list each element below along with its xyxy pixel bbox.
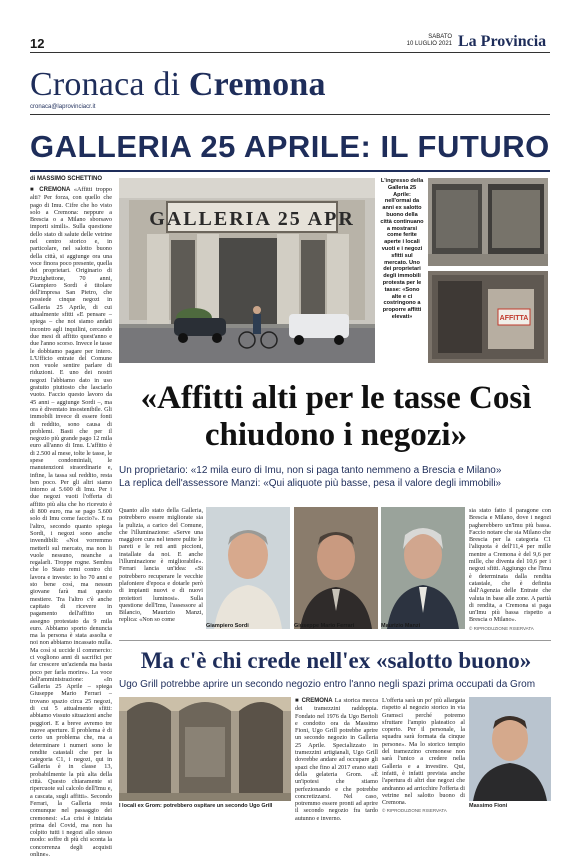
galleria-entrance-photo xyxy=(119,178,375,363)
subhead-line-1: Un proprietario: «12 mila euro di Imu, non si paga tanto nemmeno a Brescia e Milano» xyxy=(119,465,502,476)
article-body-3: sia stato fatto il paragone con Brescia e Milano, dove i negozi pagherebbero un'Imu più bassa. Faccio notare che sia Milano che Brescia per la categoria C1 l'aliquota è dell'11,4 per mille mentre a Cremona è del 9,6 per mille, che diventa del 10,6 per i negozi sfitti. Aggiungo che l'Imu è determinata dalla rendita catastale, che è definita dall'Agenzia delle Entrate che valuta in base alle zone. A parità di rendita, a Cremona si paga un'Imu più bassa rispetto a Brescia o Milano». xyxy=(469,507,551,624)
ex-grom-caption: I locali ex Grom: potrebbero ospitare un secondo Ugo Grill xyxy=(119,803,273,809)
galleria-sign: GALLERIA 25 APR xyxy=(149,208,355,230)
page-number: 12 xyxy=(30,36,45,51)
portrait-fioni-name: Massimo Fioni xyxy=(469,803,508,809)
section-rule xyxy=(30,114,550,115)
second-headline: Ma c'è chi crede nell'ex «salotto buono» xyxy=(140,648,532,673)
issue-date-text: 10 LUGLIO 2021 xyxy=(406,41,452,47)
page-kicker: GALLERIA 25 APRILE: IL FUTURO xyxy=(30,129,550,164)
article-column-1 xyxy=(30,186,112,858)
main-headline: «Affitti alti per le tasse Così chiudono i negozi» xyxy=(140,380,532,453)
article-body-1: «Affitti troppo alti? Per forza, con quello che pago di Imu. Cifre che ho visto solo a Cremona: neppure a Brescia o a Milano sborsavo importi simili». Sulla questione dello stato di salute delle vetrine nel centro storico e, in particolare, nel salotto buono della città, si aggiunge ora una voce finora poco presente, quella dei proprietari. Originario di Pizzighettone, 70 anni, Giampiero Sordi è titolare dell'impresa San Pietro, che possiede cinque negozi in Galleria 25 Aprile, di cui attualmente sfitti «E pensare – spiega – che noi siamo andati incontro agli inquilini, cercando due mesi di affitto quest'anno e due l'anno scorso. Invece le tasse le dobbiamo pagare per intero. L'Ufficio entrate del Comune non vuole sentire parlare di riduzioni. E uno dei nostri negozi l'abbiamo dato in uso gratuito piuttosto che lasciarlo vuoto. Faccio questo lavoro da 45 anni – aggiunge Sordi –, ma ora è diventato insostenibile. Gli immobili invece di essere fonti di reddito, sono causa di problemi. Basti che per il negozio più grande pago 12 mila euro all'anno di Imu. L'affitto è di 2.500 al mese, tolte le tasse, le spese condominiali, le manutenzioni straordinarie e, infine, la tassa sul reddito, resta ben poco. Per gli altri siamo intorno ai 5.600 di Imu. Per i due negozi vuoti l'offerta di affitto più alta che ho ricevuto è di 800 euro, ma se pago 5.600 solo di Imu come faccio?». E ra l'altro, secondo quanto spiega Sordi, i negozi sono anche invendibili: «Noi vorremmo metterli sul mercato, ma non li vuole nessuno, neanche a regalarli. Troppe rogne. Sembra che lo Stato remi contro chi lavora e investe: io ho 70 anni e sto bene così, ma nessun giovane farà mai questo mestiere. Tra l'altro c'è anche capitato di ricevere in pagamento dell'affitto un assegno protestato da 9 mila euro. Abbiamo sporto denuncia ma la persona è stata assolta e noi non abbiamo incassato nulla. Ma così si uccide il commercio: ci vogliono anni di sacrifici per far crescere un'azienda ma basta poco per farla morire». La voce dell'amministrazione: «In Galleria 25 Aprile – spiega Giuseppe Mario Ferrari – trovano spazio circa 25 negozi, di cui 5 attualmente sfitti: abbiamo vissuto situazioni anche peggiori. E a breve avremo tre nuove aperture. Il problema è di certo un problema che, ma a determinare i numeri sono le rendite catastali che per la categoria C1, i negozi, qui in Galleria è in classe 13, probabilmente la più alta della città. Questo chiaramente si ripercuote sul calcolo dell'Imu e, a cascata, sugli affitti». Secondo Ferrari, la Galleria resta comunque nel passaggio dei cremonesi: «La crisi è iniziata prima del Covid, ma non ha colpito tutti i negozi allo stesso modo: soffre di più chi sconta la concorrenza degli acquisti online». xyxy=(30,186,112,858)
second-signature: © RIPRODUZIONE RISERVATA xyxy=(382,808,447,814)
side-photo-caption: L'ingresso della Galleria 25 Aprile: nell'ormai da anni ex salotto buono della città continuano a mostrarsi come ferite aperte i locali vuoti e i negozi sfitti sul mercato. Uno dei proprietari degli immobili protesta per le tasse: «Sono alte e ci costringono a proporre affitti elevati» xyxy=(380,178,424,320)
article1-signature: © RIPRODUZIONE RISERVATA xyxy=(469,625,534,631)
dateline-text: CREMONA xyxy=(39,187,71,193)
kicker-rule xyxy=(30,170,550,172)
subhead-line-2: La replica dell'assessore Manzi: «Qui aliquote più basse, pesa il valore degli immobili» xyxy=(119,478,502,489)
story-separator xyxy=(119,640,551,641)
section-title xyxy=(30,66,326,104)
second-body-2: L'offerta sarà un po' più allargata rispetto al negozio storico in via Gramsci perché potremo sfruttare l'ampio plateatico al coperto. Per il personale, la squadra sarà formata da cinque persone». Ma lo storico tempio del tramezzino cremonese non sarà l'unico a credere nella Galleria e a investire. Qui, infatti, è infatti prevista anche l'apertura di altri due negozi che andranno ad arricchire l'offerta di vetrine nel salotto buono di Cremona. xyxy=(382,697,465,807)
section-title-bold: Cremona xyxy=(188,66,326,103)
galleria-entrance-illustration xyxy=(119,178,375,363)
main-subhead xyxy=(119,464,553,490)
byline: di MASSIMO SCHETTINO xyxy=(30,176,102,182)
section-email[interactable]: cronaca@laprovinciacr.it xyxy=(30,104,96,110)
portrait-ferrari-illustration xyxy=(294,507,378,629)
portrait-sordi-illustration xyxy=(206,507,290,629)
ex-grom-illustration xyxy=(119,697,291,801)
portrait-manzi-illustration xyxy=(381,507,465,629)
portrait-fioni xyxy=(469,697,551,801)
issue-weekday: SABATO xyxy=(428,34,452,40)
second-dateline-text: CREMONA xyxy=(301,698,333,704)
article-column-3 xyxy=(469,507,551,631)
ex-grom-photo xyxy=(119,697,291,801)
portrait-sordi-name: Giampiero Sordi xyxy=(206,623,249,629)
portrait-sordi xyxy=(206,507,290,629)
portrait-manzi-name: Maurizio Manzi xyxy=(381,623,421,629)
closed-shop-photo xyxy=(428,178,548,266)
portrait-manzi xyxy=(381,507,465,629)
second-column-2 xyxy=(382,697,465,814)
second-body-1: La storica mecca dei tramezzini raddoppia. Fondato nel 1976 da Ugo Bertoli e condotto ora da Massimo Fioni, Ugo Grill potrebbe aprire un secondo negozio in Galleria 25 Aprile. Specializzato in tramezzini artigianali, Ugo Grill dovrebbe andare ad occupare gli spazi che fino al 2017 erano stati della gelateria Grom. «È un'ipotesi che stiamo perfezionando e che potrebbe concretizzarsi. Nel caso, potremmo essere pronti ad aprire il secondo negozio fra tardo autunno e inverno. xyxy=(295,697,379,822)
for-rent-illustration xyxy=(428,271,548,363)
portrait-ferrari-name: Giuseppe Mario Ferrari xyxy=(294,623,355,629)
article-column-2: Quanto allo stato della Galleria, potrebbero essere migliorate sia la pulizia, a carico del Comune, che l'illuminazione: «Serve una maggiore cura nel tenere pulite le pareti e le reti anti piccioni, installate da noi. E anche l'illuminazione è migliorabile». Ferrari lancia un'idea: «Si potrebbero recuperare le vecchie plafoniere d'epoca e dotarle però di impianti nuovi e di nuovi proiettori luminosi». Sulla questione dell'Imu, l'assessore al Bilancio, Maurizio Manzi, replica: «Non so come xyxy=(119,507,203,624)
for-rent-shop-photo xyxy=(428,271,548,363)
newspaper-logo: La Provincia xyxy=(458,33,547,50)
second-subhead: Ugo Grill potrebbe aprire un secondo negozio entro l'anno negli spazi prima occupati da Grom xyxy=(119,679,536,690)
section-title-light: Cronaca di xyxy=(30,66,181,103)
second-column-1 xyxy=(295,697,379,822)
issue-date xyxy=(392,34,452,48)
for-rent-sign: AFFITTA xyxy=(499,315,529,322)
second-dateline: ■ CREMONA xyxy=(295,698,333,704)
closed-shop-illustration xyxy=(428,178,548,266)
portrait-ferrari xyxy=(294,507,378,629)
article-dateline: ■ CREMONA xyxy=(30,187,71,193)
portrait-fioni-illustration xyxy=(469,697,551,801)
header-rule xyxy=(30,52,550,53)
